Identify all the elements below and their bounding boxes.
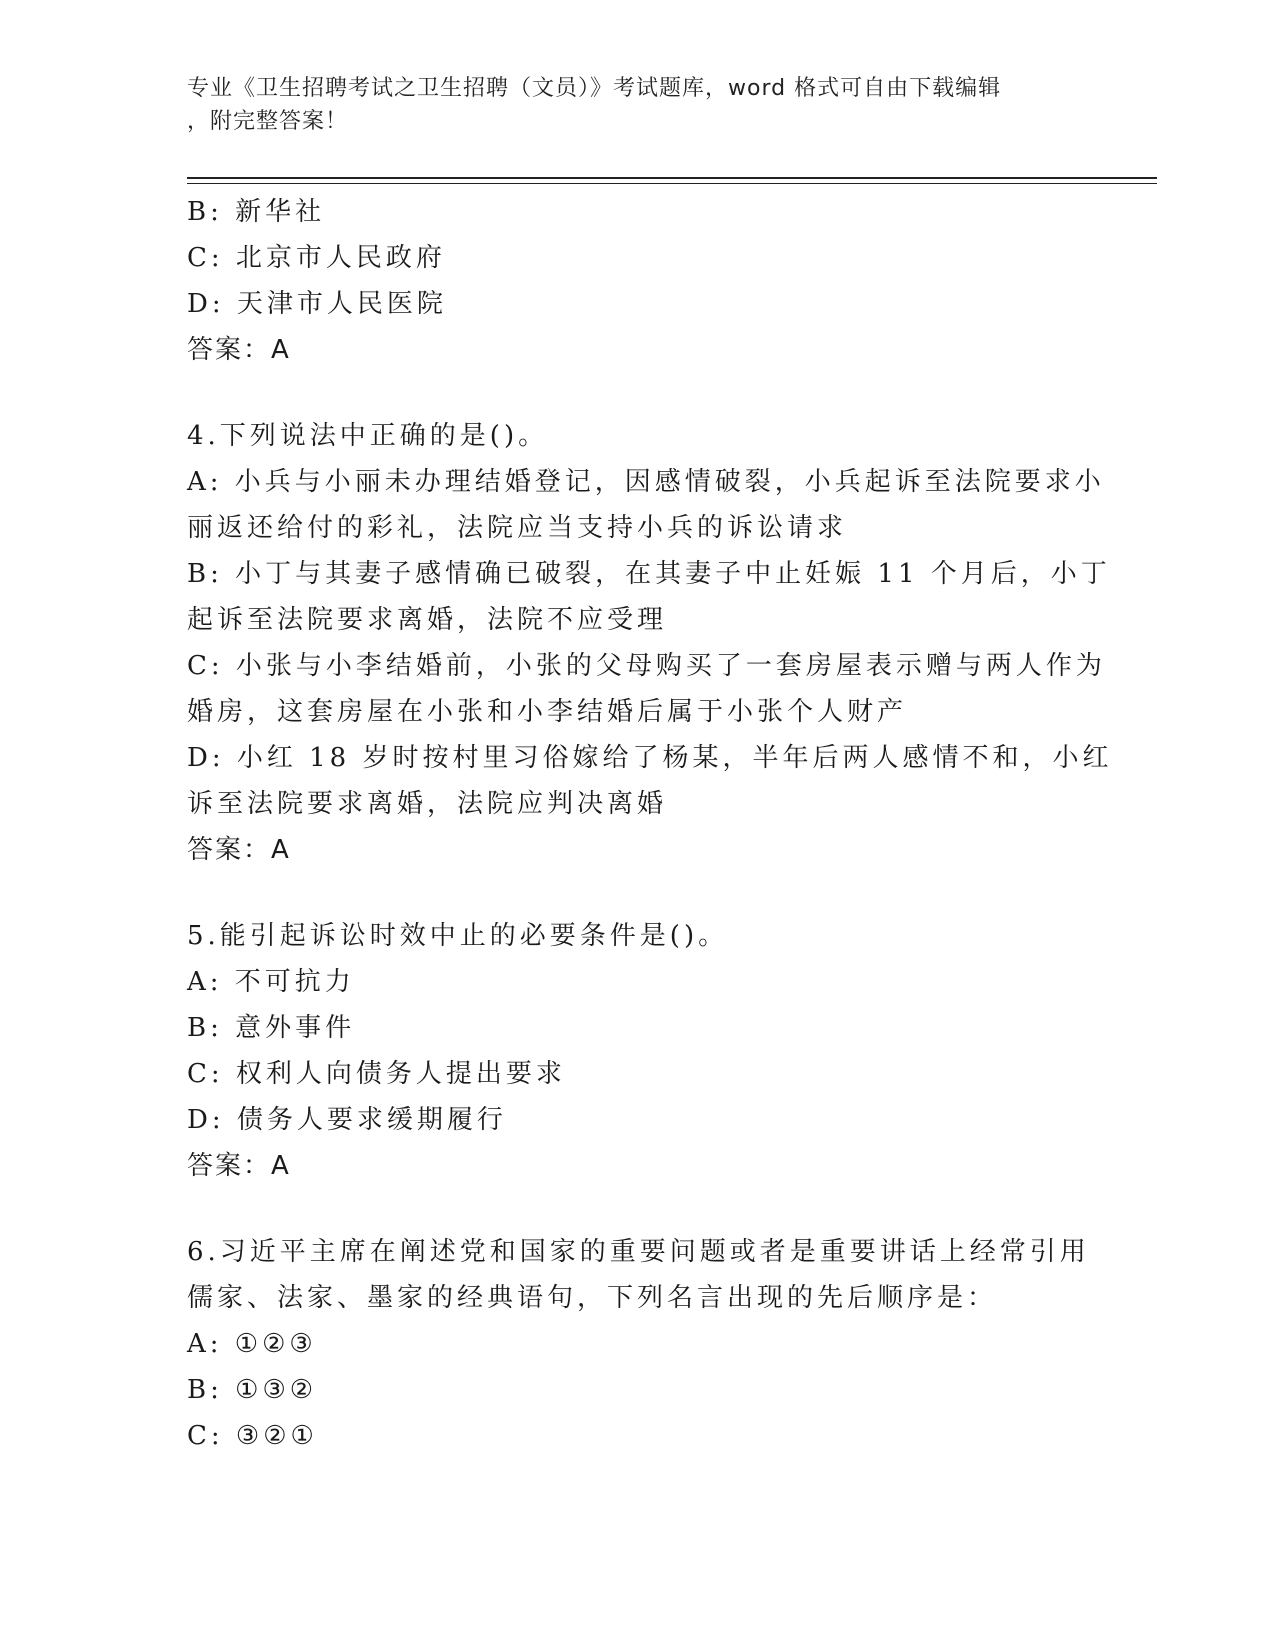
- option-d: D: 债务人要求缓期履行: [187, 1105, 507, 1135]
- option-a: A: 不可抗力: [187, 967, 355, 997]
- question-text-line-1: 6.习近平主席在阐述党和国家的重要问题或者是重要讲话上经常引用: [187, 1237, 1090, 1267]
- option-a-line-2: 丽返还给付的彩礼，法院应当支持小兵的诉讼请求: [187, 513, 848, 543]
- spacer: [187, 1189, 1087, 1229]
- option-c-line-1: C: 小张与小李结婚前，小张的父母购买了一套房屋表示赠与两人作为: [187, 651, 1106, 681]
- option-a-line-1: A: 小兵与小丽未办理结婚登记，因感情破裂，小兵起诉至法院要求小: [187, 467, 1105, 497]
- option-b-line-2: 起诉至法院要求离婚，法院不应受理: [187, 605, 668, 635]
- question-5: [187, 913, 1087, 1189]
- option-d-line-2: 诉至法院要求离婚，法院应判决离婚: [187, 789, 668, 819]
- header-line-1: 专业《卫生招聘考试之卫生招聘（文员）》考试题库，word 格式可自由下载编辑: [187, 76, 1002, 101]
- header-divider-thick: [187, 177, 1157, 179]
- question-4: [187, 413, 1113, 873]
- document-header: [187, 72, 1067, 138]
- option-d: D: 天津市人民医院: [187, 289, 447, 319]
- question-text: 4.下列说法中正确的是()。: [187, 421, 549, 451]
- header-divider-thin: [187, 183, 1157, 184]
- option-b: B: 意外事件: [187, 1013, 356, 1043]
- question-text: 5.能引起诉讼时效中止的必要条件是()。: [187, 921, 729, 951]
- question-list: [187, 189, 1113, 1459]
- spacer: [187, 873, 1087, 913]
- option-d-line-1: D: 小红 18 岁时按村里习俗嫁给了杨某，半年后两人感情不和，小红: [187, 743, 1113, 773]
- option-b: B: ①③②: [187, 1375, 318, 1405]
- option-b: B: 新华社: [187, 197, 326, 227]
- answer-line: 答案：A: [187, 1151, 291, 1181]
- option-c: C: ③②①: [187, 1421, 318, 1451]
- option-c-line-2: 婚房，这套房屋在小张和小李结婚后属于小张个人财产: [187, 697, 908, 727]
- spacer: [187, 373, 1087, 413]
- answer-line: 答案：A: [187, 335, 291, 365]
- question-text-line-2: 儒家、法家、墨家的经典语句，下列名言出现的先后顺序是：: [187, 1283, 998, 1313]
- question-3-tail: [187, 189, 1087, 373]
- option-c: C: 权利人向债务人提出要求: [187, 1059, 566, 1089]
- answer-line: 答案：A: [187, 835, 291, 865]
- option-c: C: 北京市人民政府: [187, 243, 446, 273]
- question-6: [187, 1229, 1090, 1459]
- option-a: A: ①②③: [187, 1329, 317, 1359]
- option-b-line-1: B: 小丁与其妻子感情确已破裂，在其妻子中止妊娠 11 个月后，小丁: [187, 559, 1111, 589]
- header-line-2: ，附完整答案！: [187, 109, 349, 134]
